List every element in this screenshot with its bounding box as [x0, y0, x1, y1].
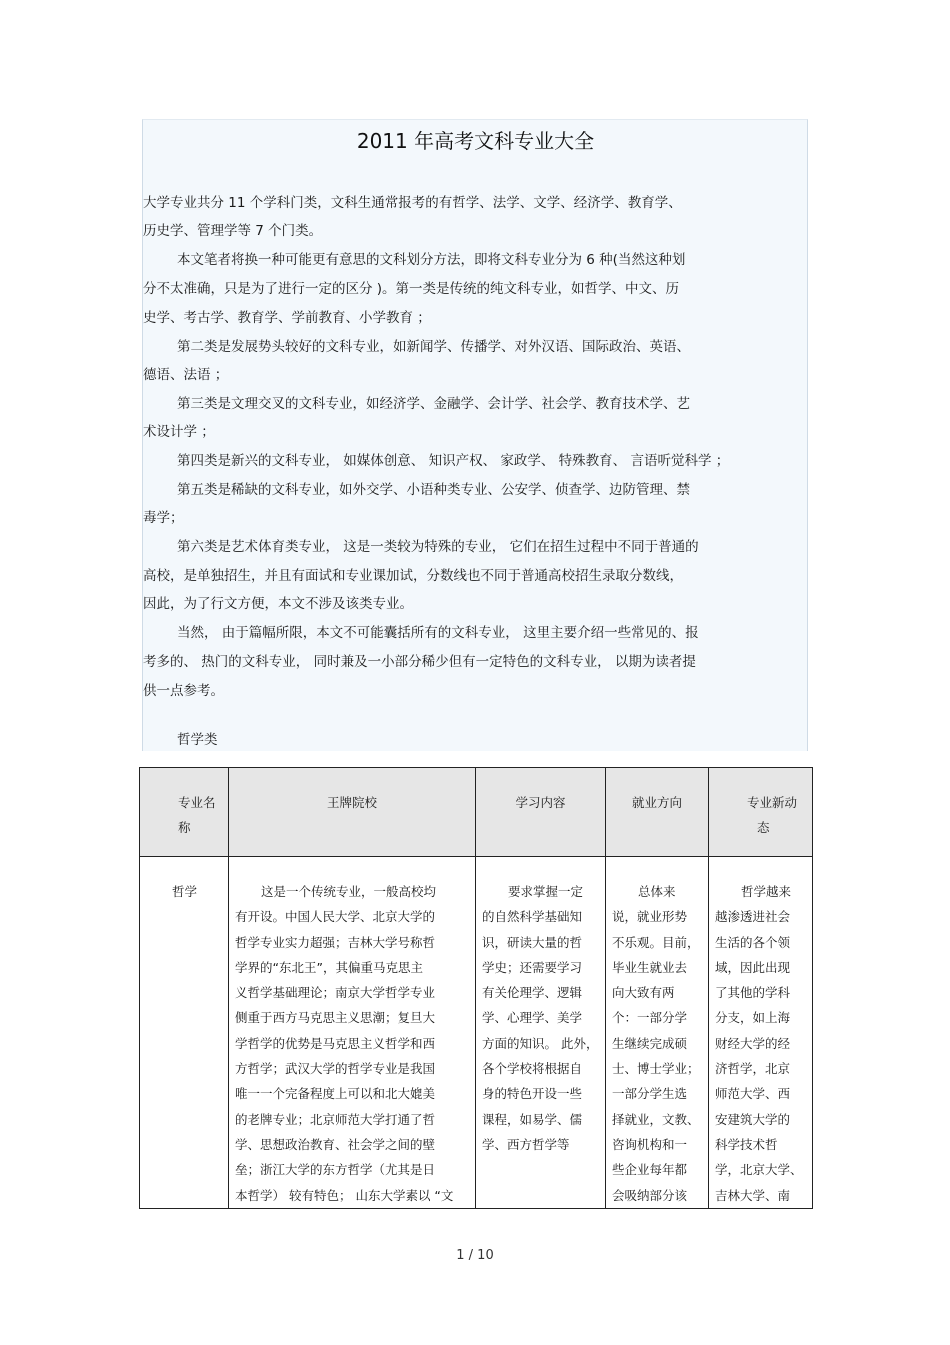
content-line: 识，研读大量的哲 [482, 934, 583, 950]
schools-line: 哲学专业实力超强；吉林大学号称哲 [235, 934, 436, 950]
content-line: 方面的知识。 此外， [482, 1035, 599, 1051]
content-line: 各个学校将根据自 [482, 1061, 583, 1077]
schools-line: 垒；浙江大学的东方哲学（尤其是日 [235, 1162, 436, 1178]
page-title: 2011 年高考文科专业大全 [356, 129, 595, 153]
trends-line: 生活的各个领 [715, 934, 791, 950]
content-line: 课程，如易学、儒 [482, 1111, 583, 1127]
career-line: 向大致有两 [612, 985, 675, 1001]
trends-line: 济哲学，北京 [715, 1061, 791, 1077]
intro-line: 毒学； [143, 510, 184, 526]
header-cell-trends: 专业新动 态 [709, 768, 813, 857]
career-line: 毕业生就业去 [612, 959, 688, 975]
schools-line: 义哲学基础理论；南京大学哲学专业 [235, 985, 436, 1001]
trends-line: 吉林大学、南 [715, 1187, 791, 1203]
content-line: 身的特色开设一些 [482, 1086, 583, 1102]
trends-line: 越渗透进社会 [715, 909, 791, 925]
table-header-row [140, 768, 813, 857]
schools-line: 方哲学；武汉大学的哲学专业是我国 [235, 1061, 436, 1077]
schools-line: 唯一一个完备程度上可以和北大媲美 [235, 1086, 436, 1102]
intro-line: 德语、法语 ； [143, 367, 229, 383]
career-line: 士、博士学业； [612, 1061, 700, 1077]
intro-line: 历史学、管理学等 7 个门类。 [143, 223, 323, 239]
intro-line: 第五类是稀缺的文科专业，如外交学、小语种类专业、公安学、侦查学、边防管理、禁 [177, 482, 690, 498]
content-line: 学、西方哲学等 [482, 1136, 570, 1152]
schools-line: 学界的“东北王”，其偏重马克思主 [235, 959, 423, 975]
content-line: 有关伦理学、逻辑 [482, 985, 583, 1001]
intro-line: 大学专业共分 11 个学科门类，文科生通常报考的有哲学、法学、文学、经济学、教育学、 [143, 195, 682, 211]
intro-line: 高校，是单独招生，并且有面试和专业课加试，分数线也不同于普通高校招生录取分数线， [143, 568, 683, 584]
header-cell-schools: 王牌院校 [229, 768, 476, 857]
intro-line: 术设计学 ； [143, 424, 215, 440]
schools-line: 本哲学） 较有特色； 山东大学素以 “文 [235, 1187, 454, 1203]
trends-line: 学，北京大学、 [715, 1162, 803, 1178]
career-line: 些企业每年都 [612, 1162, 688, 1178]
content-line: 学、心理学、美学 [482, 1010, 583, 1026]
intro-line: 分不太准确，只是为了进行一定的区分 )。第一类是传统的纯文科专业，如哲学、中文、历 [143, 281, 680, 297]
header-cell-career: 就业方向 [606, 768, 709, 857]
cell-major-name: 哲学 [140, 857, 229, 1209]
career-line: 个：一部分学 [612, 1010, 688, 1026]
career-line: 总体来 [638, 884, 676, 899]
cell-career [606, 857, 709, 1209]
header-cell-content: 学习内容 [476, 768, 606, 857]
schools-line: 学哲学的优势是马克思主义哲学和西 [235, 1035, 436, 1051]
cell-content [476, 857, 606, 1209]
career-line: 择就业，文教、 [612, 1111, 700, 1127]
schools-line: 有开设。中国人民大学、北京大学的 [235, 909, 436, 925]
trends-line: 师范大学、西 [715, 1086, 791, 1102]
table-row [140, 857, 813, 1209]
career-line: 不乐观。目前， [612, 934, 700, 950]
content-line: 要求掌握一定 [508, 884, 584, 899]
trends-line: 分支，如上海 [715, 1010, 791, 1026]
career-line: 一部分学生选 [612, 1086, 688, 1102]
page-number: 1 / 10 [456, 1248, 494, 1263]
career-line: 生继续完成硕 [612, 1035, 688, 1051]
header-cell-name: 专业名 称 [140, 768, 229, 857]
career-line: 会吸纳部分该 [612, 1187, 688, 1203]
intro-line: 第六类是艺术体育类专业， 这是一类较为特殊的专业， 它们在招生过程中不同于普通的 [177, 539, 699, 555]
schools-line: 侧重于西方马克思主义思潮；复旦大 [235, 1010, 436, 1026]
trends-line: 财经大学的经 [715, 1035, 791, 1051]
schools-line: 学、思想政治教育、社会学之间的壁 [235, 1136, 436, 1152]
major-table [139, 767, 813, 1209]
intro-line: 史学、考古学、教育学、学前教育、小学教育 ； [143, 310, 431, 326]
intro-line: 本文笔者将换一种可能更有意思的文科划分方法，即将文科专业分为 6 种(当然这种划 [177, 252, 686, 268]
intro-line: 因此，为了行文方便，本文不涉及该类专业。 [143, 596, 413, 612]
intro-line: 第四类是新兴的文科专业， 如媒体创意、 知识产权、 家政学、 特殊教育、 言语听觉科学 ； [177, 453, 730, 469]
content-line: 学史；还需要学习 [482, 959, 583, 975]
intro-line: 第三类是文理交叉的文科专业，如经济学、金融学、会计学、社会学、教育技术学、艺 [177, 396, 690, 412]
intro-line: 考多的、 热门的文科专业， 同时兼及一小部分稀少但有一定特色的文科专业， 以期为读者提 [143, 654, 696, 670]
trends-line: 安建筑大学的 [715, 1111, 791, 1127]
trends-line: 哲学越来 [741, 884, 792, 899]
intro-line: 供一点参考。 [143, 683, 224, 699]
schools-line: 的老牌专业；北京师范大学打通了哲 [235, 1111, 436, 1127]
trends-line: 了其他的学科 [715, 985, 791, 1001]
intro-line: 第二类是发展势头较好的文科专业，如新闻学、传播学、对外汉语、国际政治、英语、 [177, 339, 690, 355]
section-title: 哲学类 [177, 732, 218, 748]
career-line: 说，就业形势 [612, 909, 688, 925]
cell-schools [229, 857, 476, 1209]
intro-line: 当然， 由于篇幅所限，本文不可能囊括所有的文科专业， 这里主要介绍一些常见的、报 [177, 625, 699, 641]
career-line: 咨询机构和一 [612, 1136, 688, 1152]
cell-trends [709, 857, 813, 1209]
schools-line: 这是一个传统专业，一般高校均 [261, 884, 437, 899]
content-line: 的自然科学基础知 [482, 909, 583, 925]
trends-line: 域，因此出现 [715, 959, 791, 975]
trends-line: 科学技术哲 [715, 1136, 778, 1152]
